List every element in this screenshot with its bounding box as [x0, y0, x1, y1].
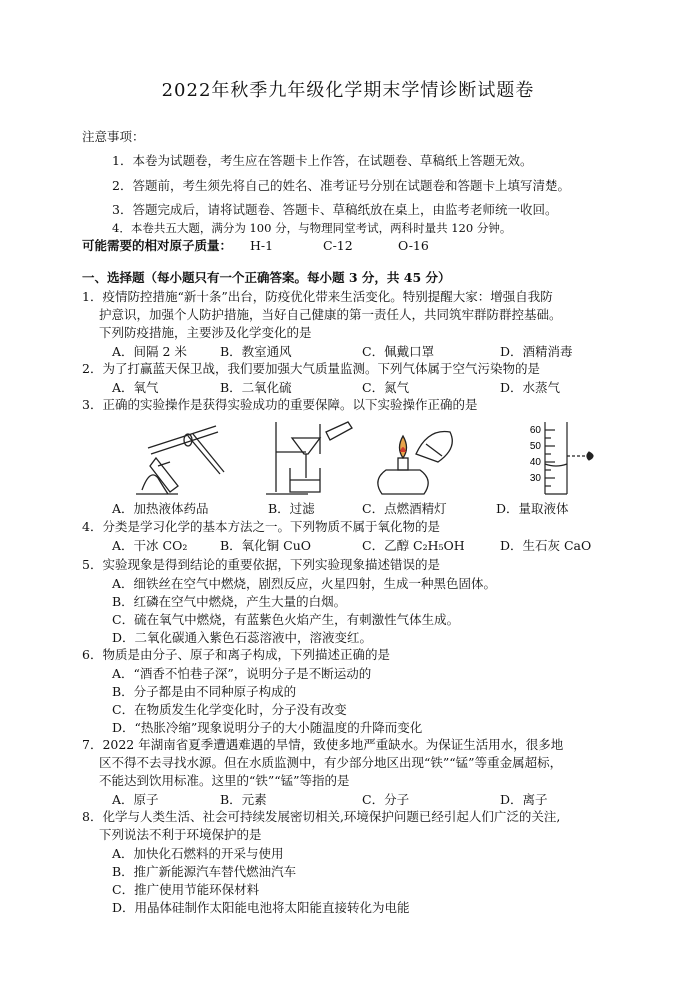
q8-option-b: B．推广新能源汽车替代燃油汽车: [112, 864, 297, 879]
q1-option-a: A．间隔 2 米: [112, 344, 187, 359]
q6-option-c: C．在物质发生化学变化时，分子没有改变: [112, 702, 347, 717]
q8-option-a: A．加快化石燃料的开采与使用: [112, 846, 284, 861]
q5-option-c: C．硫在氧气中燃烧，有蓝紫色火焰产生，有刺激性气体生成。: [112, 612, 460, 627]
q5-option-a: A．细铁丝在空气中燃烧，剧烈反应，火星四射，生成一种黑色固体。: [112, 576, 497, 591]
cylinder-tick-50: 50: [529, 441, 541, 452]
q6-option-d: D．“热胀冷缩”现象说明分子的大小随温度的升降而变化: [112, 720, 423, 735]
question-2-line: 2．为了打赢蓝天保卫战，我们要加强大气质量监测。下列气体属于空气污染物的是: [82, 361, 540, 376]
q7-option-a: A．原子: [112, 792, 159, 807]
q3-option-b: B．过滤: [268, 501, 315, 516]
q5-option-b: B．红磷在空气中燃烧，产生大量的白烟。: [112, 594, 347, 609]
q5-option-d: D．二氧化碳通入紫色石蕊溶液中，溶液变红。: [112, 630, 373, 645]
diagram-graduated-cylinder: [505, 418, 605, 498]
notice-heading: 注意事项：: [82, 129, 145, 144]
diagram-alcohol-lamp: [368, 418, 458, 498]
q6-option-b: B．分子都是由不同种原子构成的: [112, 684, 297, 699]
question-7-line: 不能达到饮用标准。这里的“铁”“锰”等指的是: [99, 773, 350, 788]
q4-option-c: C．乙醇 C₂H₅OH: [362, 538, 465, 553]
diagram-filtration: [262, 418, 367, 498]
q7-option-c: C．分子: [362, 792, 410, 807]
q2-option-c: C．氮气: [362, 380, 410, 395]
q2-option-d: D．水蒸气: [500, 380, 561, 395]
question-3-line: 3．正确的实验操作是获得实验成功的重要保障。以下实验操作正确的是: [82, 397, 478, 412]
notice-item: 1．本卷为试题卷，考生应在答题卡上作答，在试题卷、草稿纸上答题无效。: [112, 153, 533, 168]
question-5-line: 5．实验现象是得到结论的重要依据，下列实验现象描述错误的是: [82, 557, 440, 572]
question-1-line: 1．疫情防控措施“新十条”出台，防疫优化带来生活变化。特别提醒大家：增强自我防: [82, 289, 553, 304]
q1-option-d: D．酒精消毒: [500, 344, 573, 359]
page-title: 2022年秋季九年级化学期末学情诊断试题卷: [161, 80, 535, 101]
question-8-line: 8．化学与人类生活、社会可持续发展密切相关,环境保护问题已经引起人们广泛的关注,: [82, 809, 561, 824]
atomic-mass-label: 可能需要的相对原子质量：: [82, 238, 233, 253]
notice-item: 4．本卷共五大题，满分为 100 分，与物理同堂考试，两科时量共 120 分钟。: [112, 221, 512, 235]
cylinder-tick-60: 60: [529, 425, 541, 436]
atomic-mass-c: C-12: [323, 238, 353, 253]
q8-option-d: D．用晶体硅制作太阳能电池将太阳能直接转化为电能: [112, 900, 410, 915]
cylinder-tick-30: 30: [529, 473, 541, 484]
notice-item: 2．答题前，考生须先将自己的姓名、准考证号分别在试题卷和答题卡上填写清楚。: [112, 178, 570, 193]
atomic-mass-h: H-1: [250, 238, 274, 253]
q2-option-a: A．氧气: [112, 380, 159, 395]
question-1-line: 护意识，加强个人防护措施，当好自己健康的第一责任人，共同筑牢群防群控基础。: [99, 307, 562, 322]
q1-option-b: B．教室通风: [220, 344, 292, 359]
q3-option-c: C．点燃酒精灯: [362, 501, 447, 516]
q3-option-a: A．加热液体药品: [112, 501, 209, 516]
cylinder-tick-40: 40: [529, 457, 541, 468]
q4-option-d: D．生石灰 CaO: [500, 538, 592, 553]
notice-item: 3．答题完成后，请将试题卷、答题卡、草稿纸放在桌上，由监考老师统一收回。: [112, 202, 558, 217]
question-7-line: 区不得不去寻找水源。但在水质监测中，有少部分地区出现“铁”“锰”等重金属超标，: [99, 755, 563, 770]
q8-option-c: C．推广使用节能环保材料: [112, 882, 260, 897]
q4-option-a: A．干冰 CO₂: [112, 538, 188, 553]
question-1-line: 下列防疫措施，主要涉及化学变化的是: [99, 325, 312, 340]
q2-option-b: B．二氧化硫: [220, 380, 292, 395]
q7-option-d: D．离子: [500, 792, 548, 807]
diagram-heating-liquid: [128, 418, 228, 496]
question-7-line: 7．2022 年湖南省夏季遭遇难遇的旱情，致使多地严重缺水。为保证生活用水，很多地: [82, 737, 564, 752]
q7-option-b: B．元素: [220, 792, 267, 807]
q3-option-d: D．量取液体: [496, 501, 569, 516]
q6-option-a: A．“酒香不怕巷子深”，说明分子是不断运动的: [112, 666, 372, 681]
q1-option-c: C．佩戴口罩: [362, 344, 435, 359]
question-4-line: 4．分类是学习化学的基本方法之一。下列物质不属于氧化物的是: [82, 519, 440, 534]
section-heading: 一、选择题（每小题只有一个正确答案。每小题 3 分，共 45 分）: [82, 270, 451, 285]
q4-option-b: B．氧化铜 CuO: [220, 538, 312, 553]
question-6-line: 6．物质是由分子、原子和离子构成，下列描述正确的是: [82, 647, 390, 662]
atomic-mass-o: O-16: [398, 238, 429, 253]
question-8-line: 下列说法不利于环境保护的是: [99, 827, 262, 842]
